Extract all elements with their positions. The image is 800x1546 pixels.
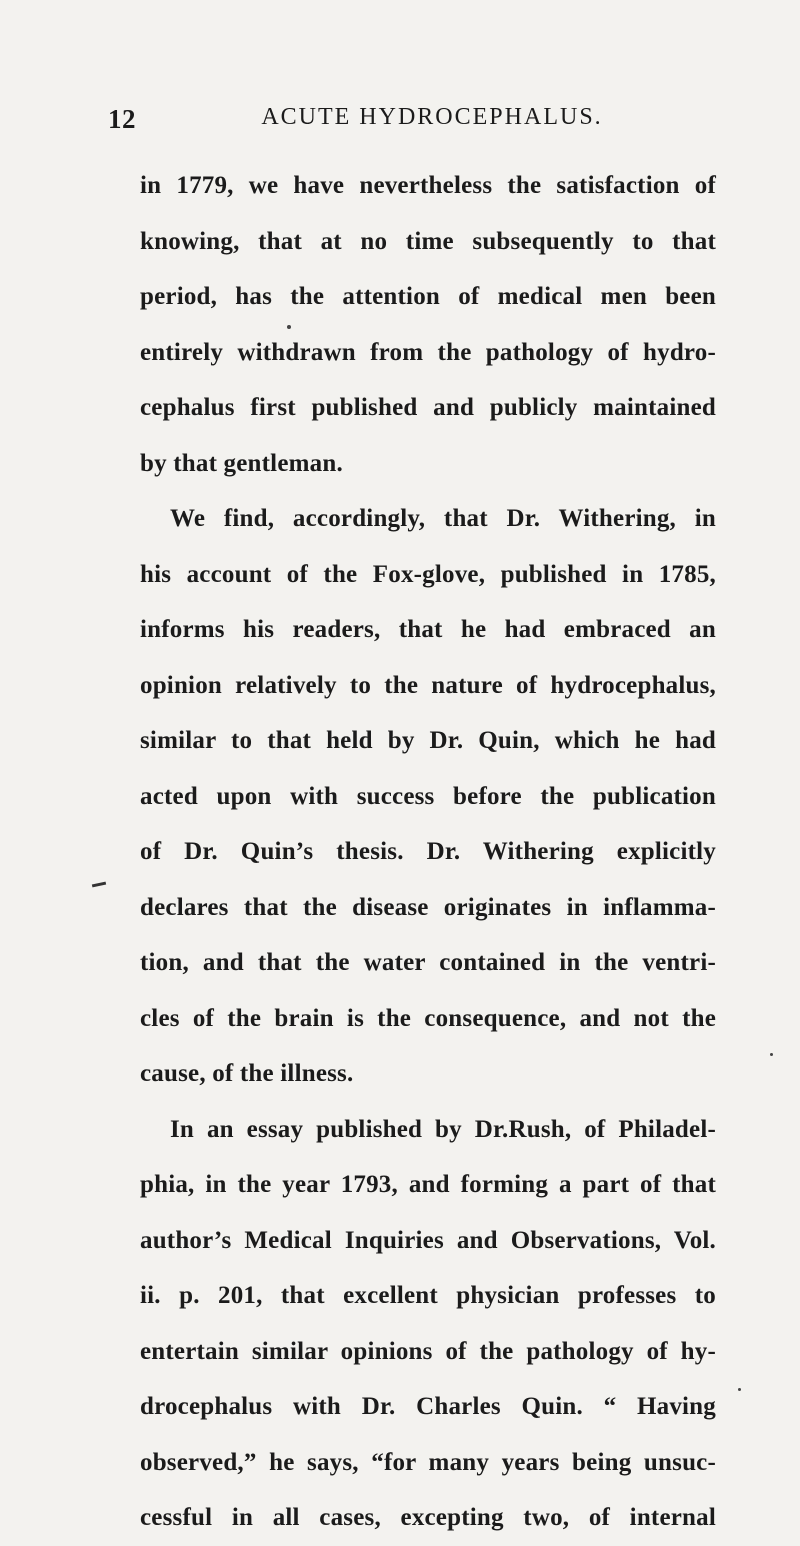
page-header bbox=[108, 104, 714, 144]
text-line: In an essay published by Dr.Rush, of Philadel- bbox=[170, 1115, 716, 1143]
text-line: acted upon with success before the publication bbox=[140, 782, 716, 810]
running-head: ACUTE HYDROCEPHALUS. bbox=[261, 104, 603, 130]
text-line: opinion relatively to the nature of hydrocephalus, bbox=[140, 671, 716, 699]
text-line: cles of the brain is the consequence, and not the bbox=[140, 1004, 716, 1032]
text-line: cessful in all cases, excepting two, of internal bbox=[140, 1504, 716, 1531]
page-number: 12 bbox=[108, 104, 136, 134]
text-line: knowing, that at no time subsequently to that bbox=[140, 227, 716, 255]
text-line: by that gentleman. bbox=[140, 449, 343, 477]
text-line: period, has the attention of medical men been bbox=[140, 283, 716, 310]
text-line: his account of the Fox-glove, published in 1785, bbox=[140, 560, 716, 588]
text-line: observed,” he says, “for many years being unsuc- bbox=[140, 1448, 716, 1476]
paper-speck bbox=[287, 325, 291, 329]
paper-speck bbox=[738, 1388, 741, 1391]
text-line: drocephalus with Dr. Charles Quin. “ Having bbox=[140, 1393, 716, 1420]
text-line: cause, of the illness. bbox=[140, 1060, 354, 1087]
text-line: tion, and that the water contained in the ventri- bbox=[140, 949, 716, 976]
text-line: phia, in the year 1793, and forming a part of that bbox=[140, 1171, 716, 1198]
text-line: cephalus first published and publicly maintained bbox=[140, 394, 716, 421]
text-line: declares that the disease originates in inflamma- bbox=[140, 893, 716, 921]
text-line: entertain similar opinions of the pathology of hy- bbox=[140, 1337, 716, 1365]
text-line: entirely withdrawn from the pathology of hydro- bbox=[140, 338, 716, 366]
text-line: in 1779, we have nevertheless the satisfaction of bbox=[140, 172, 716, 199]
body-text bbox=[140, 158, 716, 1546]
text-line: We find, accordingly, that Dr. Withering, in bbox=[170, 505, 716, 532]
text-line: informs his readers, that he had embraced an bbox=[140, 616, 716, 643]
text-line: of Dr. Quin’s thesis. Dr. Withering explicitly bbox=[140, 838, 716, 865]
text-line: similar to that held by Dr. Quin, which he had bbox=[140, 727, 716, 754]
paper-speck bbox=[770, 1053, 773, 1056]
text-line: ii. p. 201, that excellent physician professes to bbox=[140, 1282, 716, 1309]
text-line: author’s Medical Inquiries and Observations, Vol. bbox=[140, 1226, 716, 1254]
margin-mark bbox=[92, 882, 106, 888]
